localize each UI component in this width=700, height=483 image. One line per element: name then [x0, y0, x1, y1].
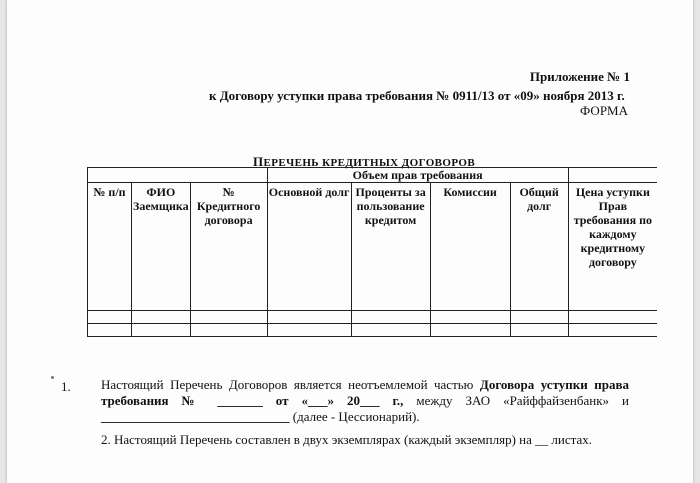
col-header-borrower: ФИО Заемщика [132, 183, 191, 311]
assignee-blank: _____________________________ [101, 409, 290, 424]
paragraph1-assignee: (далее - Цессионарий). [289, 409, 420, 424]
paragraph1-bank: между ЗАО «Райффайзенбанк» и [403, 393, 629, 408]
blank-header-cell [568, 168, 657, 183]
col-header-principal: Основной долг [267, 183, 351, 311]
rights-volume-header: Объем прав требования [267, 168, 568, 183]
paragraph1-number: 1. [61, 379, 71, 394]
col-header-assignment-price: Цена уступки Прав требования по каждому кредитному договору [568, 183, 657, 311]
paragraph1-text: Настоящий Перечень Договоров является неотъемлемой частью [101, 377, 480, 392]
contract-reference: к Договору уступки права требования № 0911/13 от «09» ноября 2013 г. [209, 88, 625, 103]
document-page [7, 0, 693, 483]
blank-header-cell [88, 168, 268, 183]
col-header-contract-number: № Кредитного договора [190, 183, 267, 311]
paragraph1-contract-title: Договора уступки права требования № _______ от «___» 20___ г., [101, 377, 629, 408]
table-row [88, 311, 658, 324]
col-header-number: № п/п [88, 183, 132, 311]
paragraph1 [101, 377, 629, 425]
col-header-commissions: Комиссии [430, 183, 510, 311]
paragraph2: 2. Настоящий Перечень составлен в двух экземплярах (каждый экземпляр) на __ листах. [101, 432, 592, 447]
list-title-initial: П [253, 154, 264, 169]
credit-agreements-table [87, 167, 657, 337]
scan-speck [51, 376, 54, 379]
col-header-interest: Проценты за пользование кредитом [351, 183, 430, 311]
col-header-total-debt: Общий долг [510, 183, 568, 311]
form-label: ФОРМА [580, 103, 628, 118]
list-title-rest: ЕРЕЧЕНЬ КРЕДИТНЫХ ДОГОВОРОВ [263, 157, 476, 169]
appendix-number: Приложение № 1 [529, 69, 630, 84]
table-row [88, 324, 658, 337]
